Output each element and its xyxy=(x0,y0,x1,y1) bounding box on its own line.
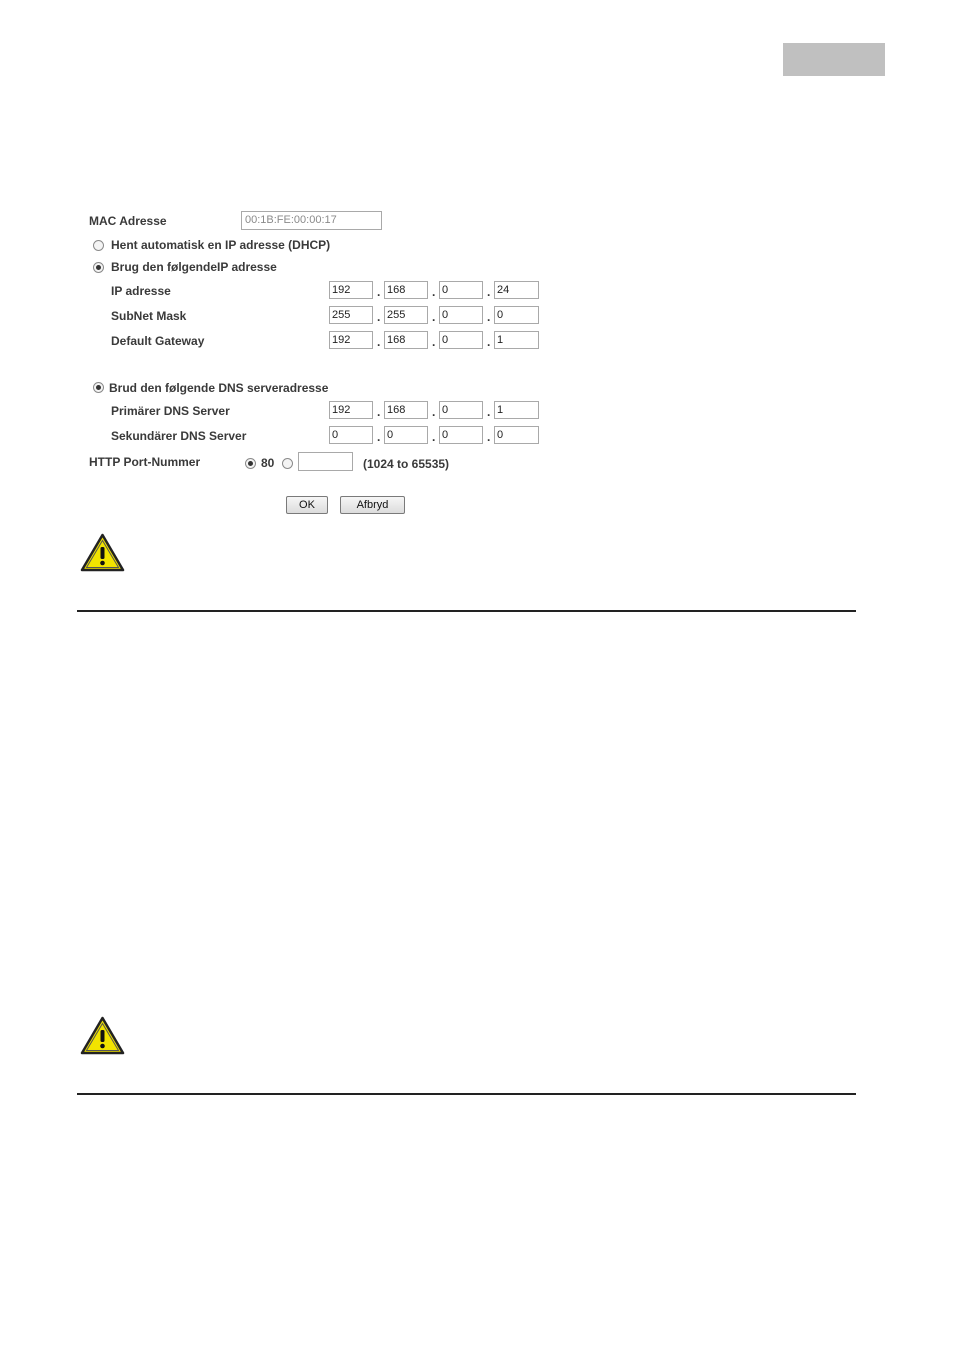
mac-address-field: 00:1B:FE:00:00:17 xyxy=(241,211,382,230)
warning-triangle-icon xyxy=(80,533,125,577)
ip-dot: . xyxy=(377,285,381,299)
http-port-default-radio[interactable] xyxy=(245,458,256,469)
http-port-default-value: 80 xyxy=(261,456,275,470)
ip-dot: . xyxy=(432,285,436,299)
http-port-custom-radio[interactable] xyxy=(282,458,293,469)
ip-address-label: IP adresse xyxy=(111,284,171,298)
ip-octet-4[interactable]: 24 xyxy=(494,281,539,299)
secondary-dns-octet-3[interactable]: 0 xyxy=(439,426,483,444)
gateway-octet-4[interactable]: 1 xyxy=(494,331,539,349)
page-corner-tab xyxy=(783,43,885,76)
gateway-octet-1[interactable]: 192 xyxy=(329,331,373,349)
static-ip-label: Brug den følgendeIP adresse xyxy=(111,260,277,274)
mac-label: MAC Adresse xyxy=(89,214,167,228)
dns-manual-label: Brud den følgende DNS serveradresse xyxy=(109,381,329,395)
secondary-dns-octet-1[interactable]: 0 xyxy=(329,426,373,444)
section-divider xyxy=(77,1093,856,1095)
gateway-label: Default Gateway xyxy=(111,334,205,348)
ip-dot: . xyxy=(432,310,436,324)
subnet-label: SubNet Mask xyxy=(111,309,187,323)
primary-dns-label: Primärer DNS Server xyxy=(111,404,230,418)
ok-button[interactable]: OK xyxy=(286,496,328,514)
ip-dot: . xyxy=(487,285,491,299)
static-ip-radio[interactable] xyxy=(93,262,104,273)
subnet-octet-4[interactable]: 0 xyxy=(494,306,539,324)
secondary-dns-label: Sekundärer DNS Server xyxy=(111,429,247,443)
subnet-octet-1[interactable]: 255 xyxy=(329,306,373,324)
dhcp-label: Hent automatisk en IP adresse (DHCP) xyxy=(111,238,331,252)
primary-dns-octet-2[interactable]: 168 xyxy=(384,401,428,419)
ip-dot: . xyxy=(432,430,436,444)
ip-octet-1[interactable]: 192 xyxy=(329,281,373,299)
gateway-octet-2[interactable]: 168 xyxy=(384,331,428,349)
subnet-octet-3[interactable]: 0 xyxy=(439,306,483,324)
dhcp-radio[interactable] xyxy=(93,240,104,251)
cancel-button[interactable]: Afbryd xyxy=(340,496,405,514)
section-divider xyxy=(77,610,856,612)
ip-octet-2[interactable]: 168 xyxy=(384,281,428,299)
http-port-label: HTTP Port-Nummer xyxy=(89,455,201,469)
ip-dot: . xyxy=(432,335,436,349)
ip-dot: . xyxy=(377,405,381,419)
ip-dot: . xyxy=(487,430,491,444)
gateway-octet-3[interactable]: 0 xyxy=(439,331,483,349)
ip-dot: . xyxy=(377,430,381,444)
primary-dns-octet-3[interactable]: 0 xyxy=(439,401,483,419)
http-port-input[interactable] xyxy=(298,452,353,471)
primary-dns-octet-4[interactable]: 1 xyxy=(494,401,539,419)
dns-manual-radio[interactable] xyxy=(93,382,104,393)
ip-dot: . xyxy=(377,335,381,349)
ip-octet-3[interactable]: 0 xyxy=(439,281,483,299)
subnet-octet-2[interactable]: 255 xyxy=(384,306,428,324)
http-port-range: (1024 to 65535) xyxy=(363,457,450,471)
secondary-dns-octet-4[interactable]: 0 xyxy=(494,426,539,444)
ip-dot: . xyxy=(377,310,381,324)
ip-dot: . xyxy=(432,405,436,419)
warning-triangle-icon xyxy=(80,1016,125,1060)
ip-dot: . xyxy=(487,310,491,324)
primary-dns-octet-1[interactable]: 192 xyxy=(329,401,373,419)
ip-dot: . xyxy=(487,335,491,349)
secondary-dns-octet-2[interactable]: 0 xyxy=(384,426,428,444)
ip-dot: . xyxy=(487,405,491,419)
